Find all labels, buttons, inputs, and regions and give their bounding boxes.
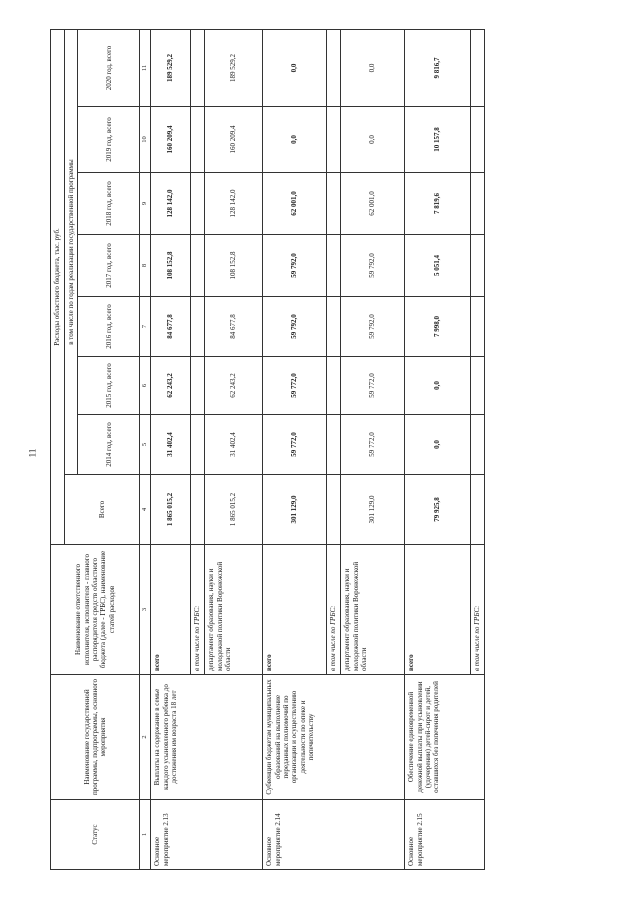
- row-value: 1 865 015,2: [205, 475, 263, 545]
- row-value: 0,0: [263, 107, 327, 173]
- row-value: [471, 173, 485, 235]
- row-value: 59 772,0: [341, 415, 405, 475]
- row-value: 84 677,8: [151, 297, 191, 357]
- expenses-table: [50, 29, 485, 870]
- row-program-name: Обеспечение единовременной денежной выплаты при усыновлении (удочерении) детей-сирот и детей, оставшихся без попечения родителей: [405, 675, 485, 800]
- row-value: [191, 475, 205, 545]
- row-value: 1 865 015,2: [151, 475, 191, 545]
- row-value: [471, 297, 485, 357]
- row-value: 0,0: [405, 415, 471, 475]
- column-number: 1: [140, 800, 151, 870]
- row-value: [191, 415, 205, 475]
- header-year: 2017 год, всего: [78, 235, 140, 297]
- row-executor: всего: [263, 545, 327, 675]
- row-value: [191, 235, 205, 297]
- row-value: [327, 173, 341, 235]
- row-status: Основное мероприятие 2.13: [151, 800, 263, 870]
- row-value: 79 925,8: [405, 475, 471, 545]
- row-value: 62 243,2: [151, 357, 191, 415]
- row-value: 84 677,8: [205, 297, 263, 357]
- table-row: [405, 29, 471, 869]
- column-number: 7: [140, 297, 151, 357]
- row-value: 7 819,6: [405, 173, 471, 235]
- row-value: 31 402,4: [205, 415, 263, 475]
- row-value: 108 152,8: [205, 235, 263, 297]
- row-value: [191, 29, 205, 106]
- row-value: 59 772,0: [263, 357, 327, 415]
- row-value: [191, 107, 205, 173]
- row-value: 301 129,0: [263, 475, 327, 545]
- column-number: 8: [140, 235, 151, 297]
- row-value: [327, 107, 341, 173]
- row-value: [471, 475, 485, 545]
- row-value: [471, 415, 485, 475]
- row-value: 189 529,2: [151, 29, 191, 106]
- row-value: [471, 29, 485, 106]
- row-value: [471, 235, 485, 297]
- row-value: 160 209,4: [205, 107, 263, 173]
- table-row: [263, 29, 327, 869]
- row-value: 0,0: [341, 107, 405, 173]
- row-program-name: Выплаты на содержание в семье каждого усыновленного ребенка до достижения им возраста 18 лет: [151, 675, 263, 800]
- column-number: 10: [140, 107, 151, 173]
- column-number: 5: [140, 415, 151, 475]
- column-number: 9: [140, 173, 151, 235]
- row-value: [327, 29, 341, 106]
- row-value: [191, 297, 205, 357]
- header-year: 2014 год, всего: [78, 415, 140, 475]
- header-subtitle: в том числе по годам реализации государственной программы: [65, 29, 78, 474]
- row-executor: департамент образования, науки и молодежной политики Воронежской области: [341, 545, 405, 675]
- row-value: 160 209,4: [151, 107, 191, 173]
- column-number: 6: [140, 357, 151, 415]
- row-executor: всего: [151, 545, 191, 675]
- header-year: 2019 год, всего: [78, 107, 140, 173]
- row-value: [191, 357, 205, 415]
- row-value: 62 001,0: [341, 173, 405, 235]
- header-expenses-title: Расходы областного бюджета, тыс. руб.: [51, 29, 65, 544]
- row-value: 59 792,0: [263, 297, 327, 357]
- row-value: 0,0: [263, 29, 327, 106]
- row-value: [327, 475, 341, 545]
- row-value: [327, 357, 341, 415]
- header-status: Статус: [51, 800, 140, 870]
- header-year: 2018 год, всего: [78, 173, 140, 235]
- header-executor: Наименование ответственного исполнителя, исполнителя - главного распорядителя средств областного бюджета (далее - ГРБС), наименование статей расходов: [51, 545, 140, 675]
- column-number: 2: [140, 675, 151, 800]
- row-value: [327, 415, 341, 475]
- table-row: [151, 29, 191, 869]
- column-number: 3: [140, 545, 151, 675]
- row-status: Основное мероприятие 2.14: [263, 800, 405, 870]
- row-value: 10 157,8: [405, 107, 471, 173]
- row-value: 0,0: [405, 357, 471, 415]
- row-value: 128 142,0: [151, 173, 191, 235]
- row-value: 108 152,8: [151, 235, 191, 297]
- header-year: 2016 год, всего: [78, 297, 140, 357]
- row-value: 62 243,2: [205, 357, 263, 415]
- row-value: 31 402,4: [151, 415, 191, 475]
- row-value: 59 792,0: [341, 297, 405, 357]
- row-value: 59 772,0: [263, 415, 327, 475]
- column-number: 4: [140, 475, 151, 545]
- header-total: Всего: [65, 475, 140, 545]
- row-value: 59 792,0: [341, 235, 405, 297]
- header-program-name: Наименование государственной программы, подпрограммы, основного мероприятия: [51, 675, 140, 800]
- row-value: [471, 107, 485, 173]
- header-year: 2015 год, всего: [78, 357, 140, 415]
- row-executor: в том числе по ГРБС:: [471, 545, 485, 675]
- row-program-name: Субвенции бюджетам муниципальных образований на выполнение переданных полномочий по организации и осуществлению деятельности по опеке и попечительству: [263, 675, 405, 800]
- row-executor: в том числе по ГРБС:: [191, 545, 205, 675]
- row-value: 62 001,0: [263, 173, 327, 235]
- landscape-sheet: [50, 30, 610, 870]
- row-executor: в том числе по ГРБС:: [327, 545, 341, 675]
- row-value: 301 129,0: [341, 475, 405, 545]
- row-value: 59 792,0: [263, 235, 327, 297]
- row-value: [191, 173, 205, 235]
- page-number: 11: [27, 448, 38, 458]
- row-executor: департамент образования, науки и молодежной политики Воронежской области: [205, 545, 263, 675]
- row-executor: всего: [405, 545, 471, 675]
- row-value: 189 529,2: [205, 29, 263, 106]
- row-value: [327, 297, 341, 357]
- row-value: 59 772,0: [341, 357, 405, 415]
- row-value: 0,0: [341, 29, 405, 106]
- column-number: 11: [140, 29, 151, 106]
- row-value: 9 816,7: [405, 29, 471, 106]
- row-value: [471, 357, 485, 415]
- row-value: 7 998,0: [405, 297, 471, 357]
- header-year: 2020 год, всего: [78, 29, 140, 106]
- row-value: 5 051,4: [405, 235, 471, 297]
- row-value: 128 142,0: [205, 173, 263, 235]
- row-value: [327, 235, 341, 297]
- row-status: Основное мероприятие 2.15: [405, 800, 485, 870]
